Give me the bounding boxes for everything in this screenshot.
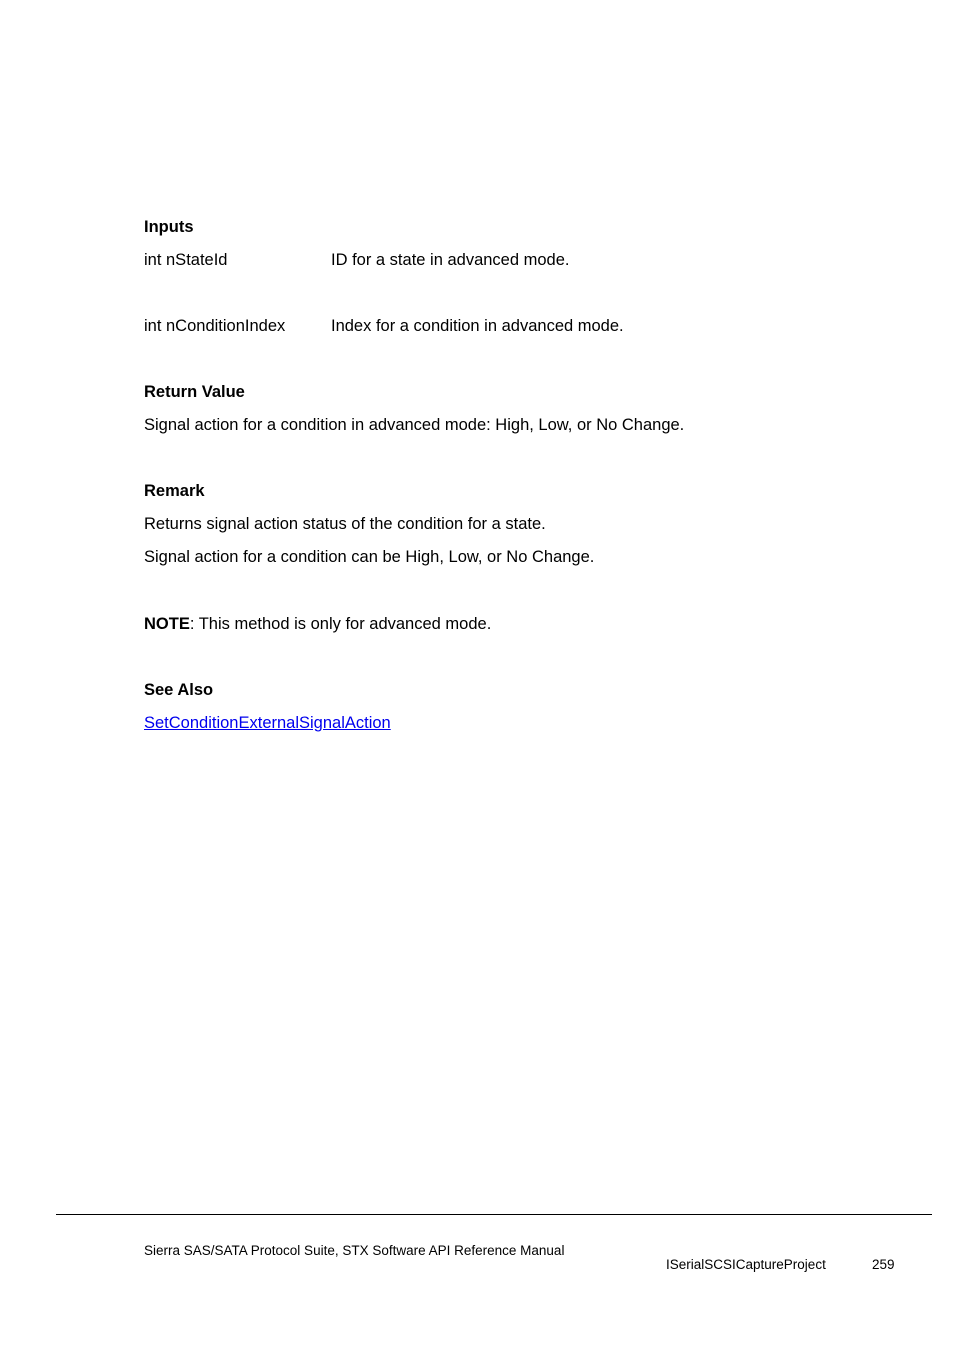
remark-line-2: Signal action for a condition can be High, Low, or No Change.	[144, 548, 595, 566]
remark-heading: Remark	[144, 482, 205, 500]
return-value-text: Signal action for a condition in advanced mode: High, Low, or No Change.	[144, 416, 685, 434]
see-also-heading: See Also	[144, 681, 214, 699]
remark-line-1: Returns signal action status of the condition for a state.	[144, 515, 546, 533]
param-desc-state-id: ID for a state in advanced mode.	[331, 251, 570, 269]
footer-divider	[56, 1214, 932, 1215]
note-label: NOTE	[144, 615, 190, 633]
footer-page-number: 259	[872, 1257, 895, 1272]
return-value-heading: Return Value	[144, 383, 245, 401]
see-also-link[interactable]: SetConditionExternalSignalAction	[144, 714, 391, 732]
param-desc-condition-index: Index for a condition in advanced mode.	[331, 317, 624, 335]
param-name-state-id: int nStateId	[144, 251, 228, 269]
param-name-condition-index: int nConditionIndex	[144, 317, 286, 335]
note-text: : This method is only for advanced mode.	[189, 615, 492, 633]
footer-section: ISerialSCSICaptureProject	[666, 1257, 826, 1272]
inputs-heading: Inputs	[144, 218, 194, 236]
footer-manual-title: Sierra SAS/SATA Protocol Suite, STX Software API Reference Manual	[144, 1243, 565, 1258]
note	[144, 614, 491, 634]
